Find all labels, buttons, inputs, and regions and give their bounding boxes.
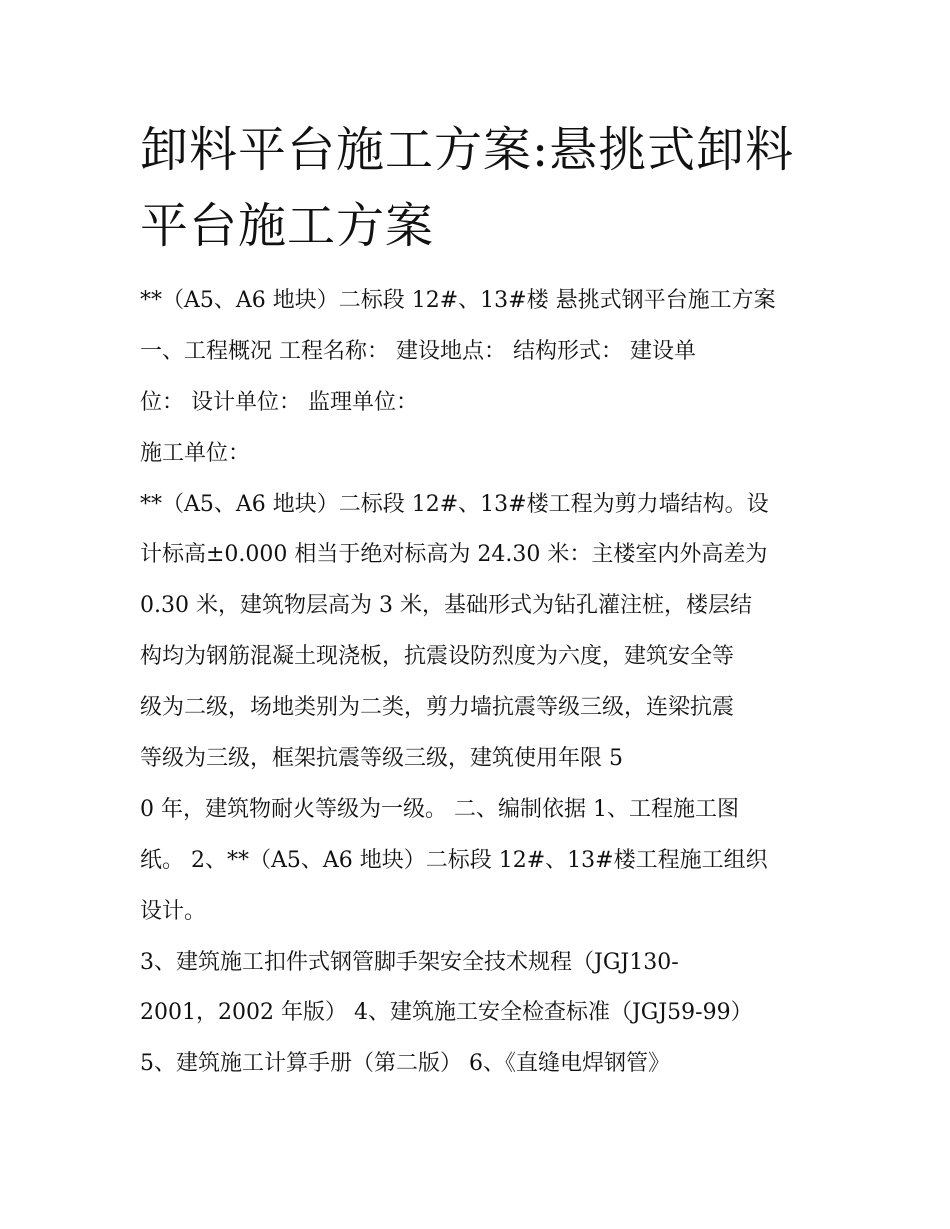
body-line: 施工单位：	[140, 440, 251, 466]
body-line: 一、工程概况 工程名称： 建设地点： 结构形式： 建设单	[140, 338, 696, 364]
body-line: 0 年，建筑物耐火等级为一级。 二、编制依据 1、工程施工图	[140, 796, 739, 822]
body-line: 3、建筑施工扣件式钢管脚手架安全技术规程（JGJ130-	[140, 949, 679, 975]
body-line: 位： 设计单位： 监理单位：	[140, 389, 418, 415]
body-line: 设计。	[140, 898, 207, 924]
body-line: **（A5、A6 地块）二标段 12#、13#楼工程为剪力墙结构。设	[140, 491, 769, 517]
body-line: 级为二级，场地类别为二类，剪力墙抗震等级三级，连梁抗震	[140, 695, 735, 721]
document-title	[140, 112, 820, 264]
body-line: 构均为钢筋混凝土现浇板，抗震设防烈度为六度，建筑安全等	[140, 644, 735, 670]
body-line: **（A5、A6 地块）二标段 12#、13#楼 悬挑式钢平台施工方案	[140, 288, 776, 313]
body-line: 2001，2002 年版） 4、建筑施工安全检查标准（JGJ59-99）	[140, 1000, 753, 1026]
title-line: 平台施工方案	[140, 198, 435, 254]
body-line: 等级为三级，框架抗震等级三级，建筑使用年限 5	[140, 746, 623, 772]
body-line: 5、建筑施工计算手册（第二版） 6、《直缝电焊钢管》	[140, 1051, 670, 1077]
body-line: 计标高±0.000 相当于绝对标高为 24.30 米：主楼室内外高差为	[140, 542, 768, 568]
document-body	[140, 276, 830, 1090]
body-line: 0.30 米，建筑物层高为 3 米，基础形式为钻孔灌注桩，楼层结	[140, 593, 752, 619]
body-line: 纸。 2、**（A5、A6 地块）二标段 12#、13#楼工程施工组织	[140, 847, 768, 873]
title-line: 卸料平台施工方案:悬挑式卸料	[140, 122, 795, 178]
